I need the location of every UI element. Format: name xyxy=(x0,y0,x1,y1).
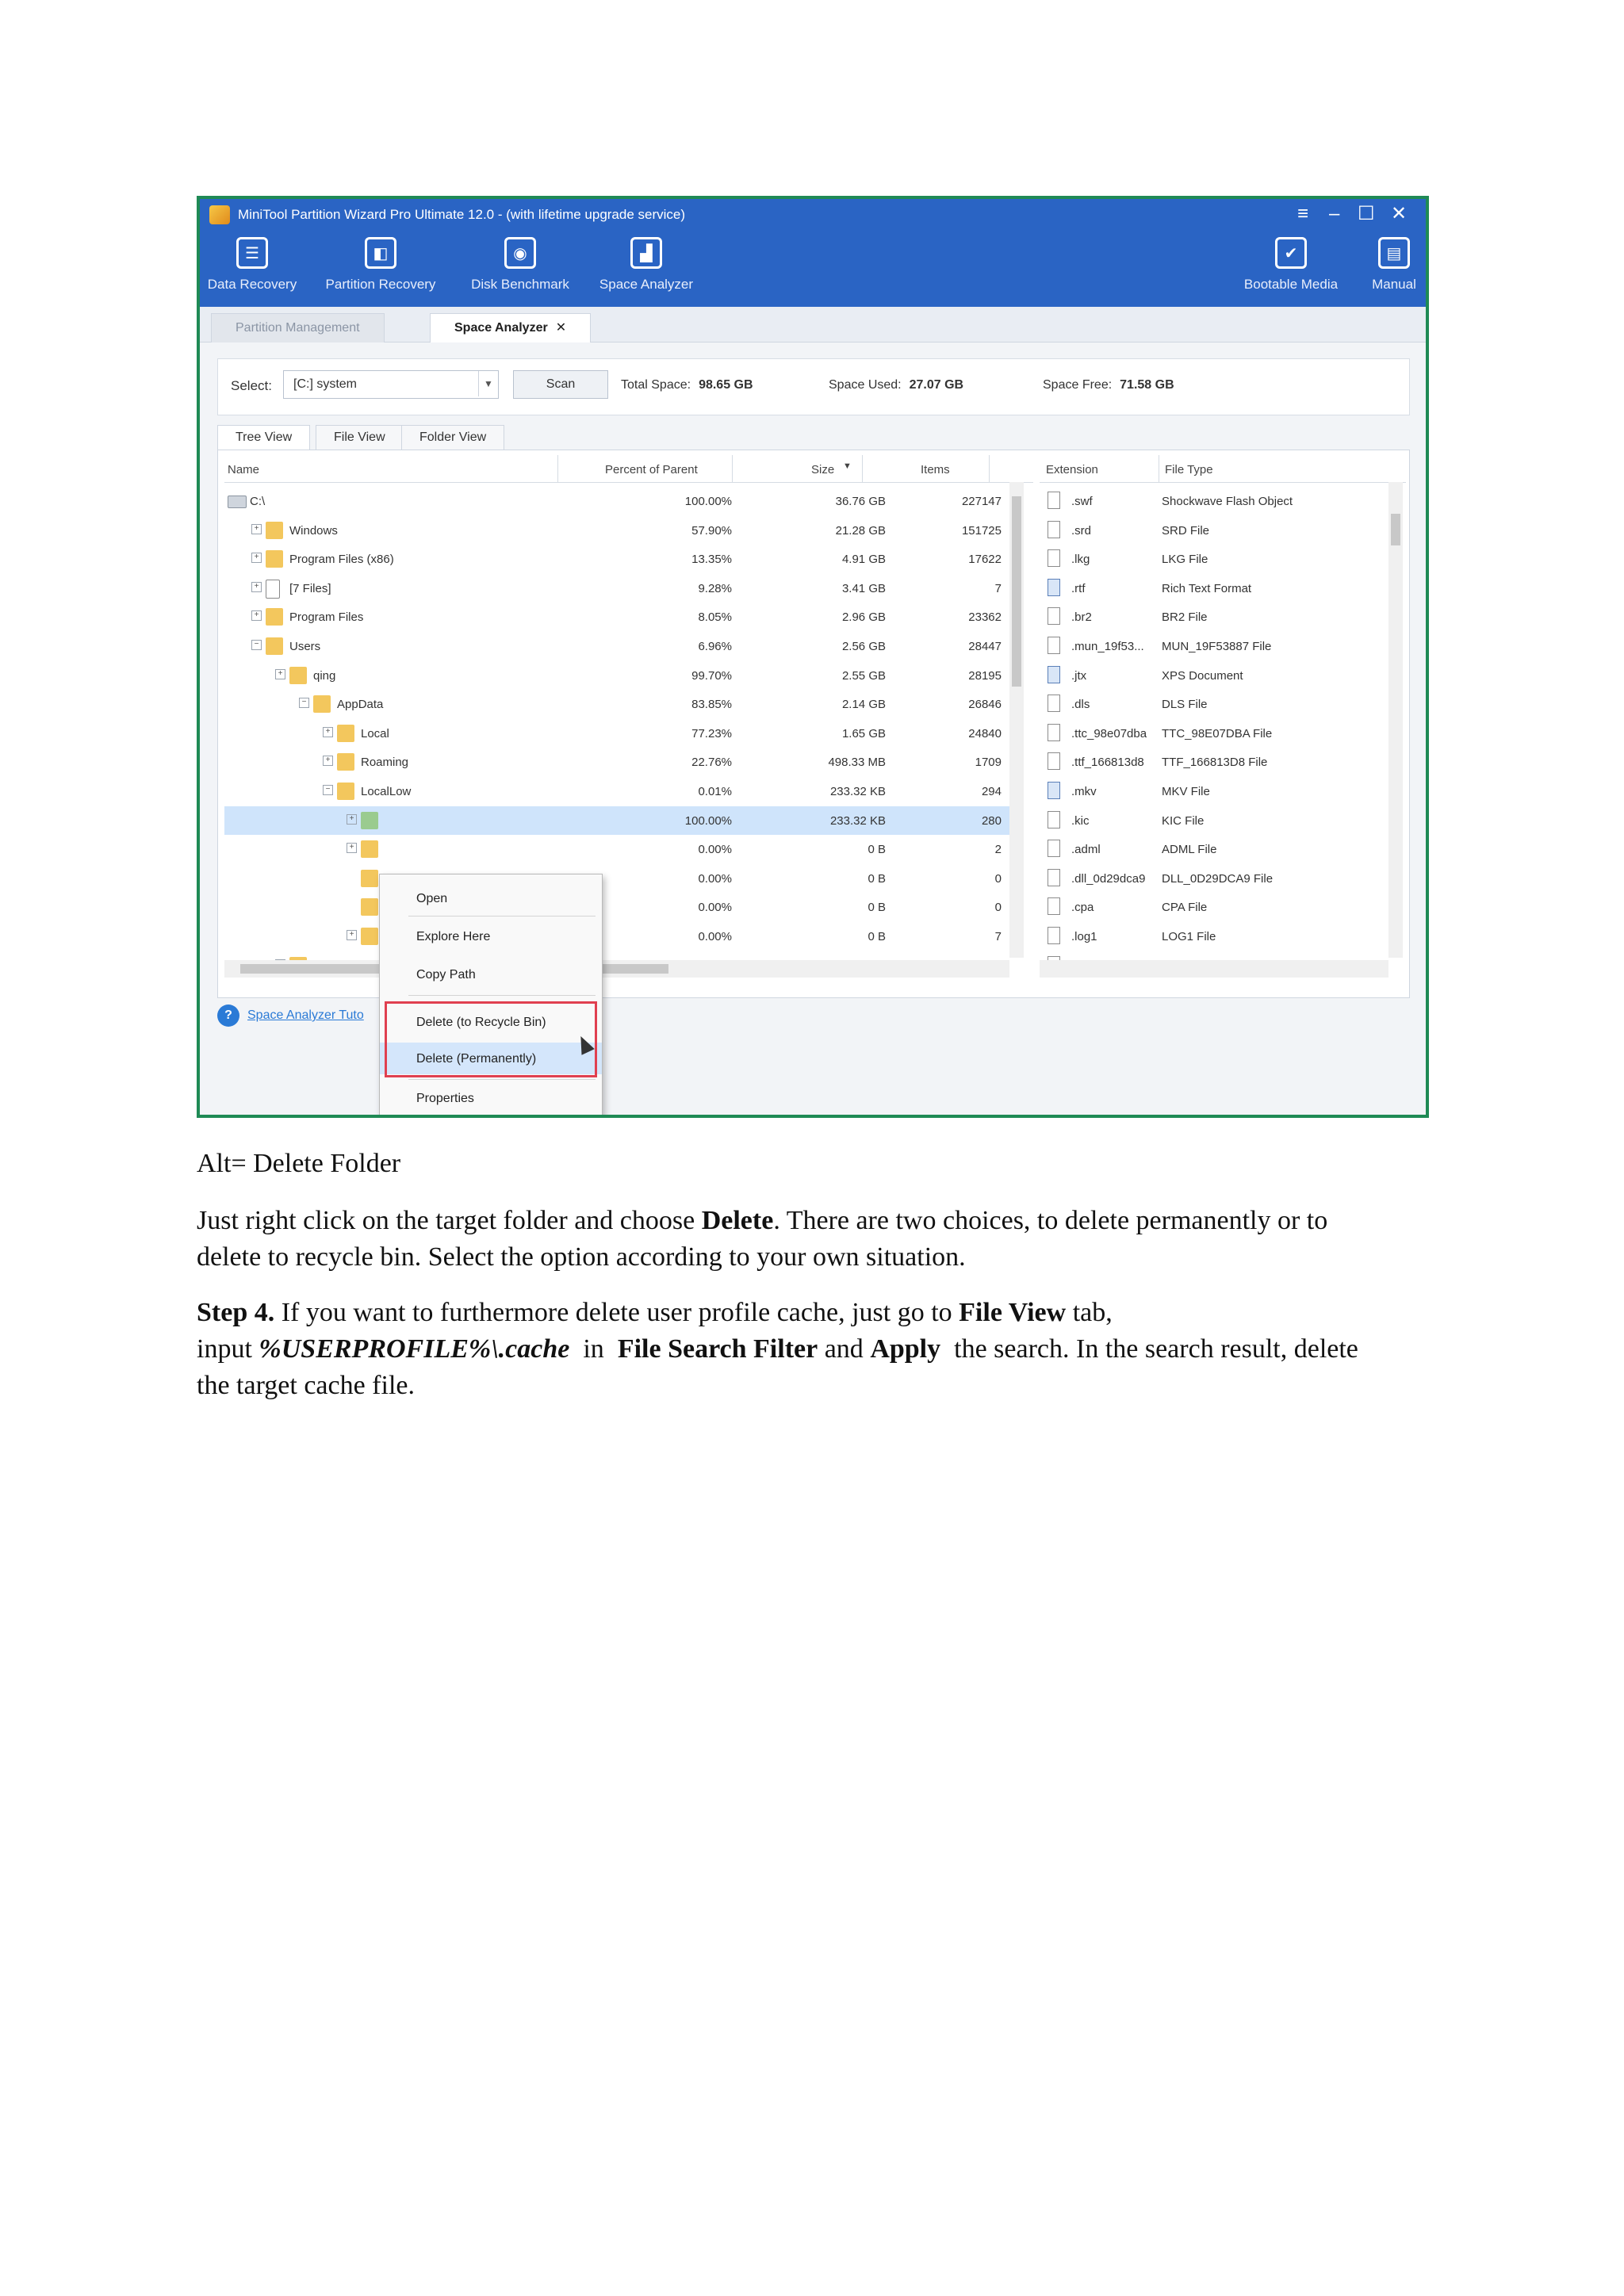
table-row[interactable] xyxy=(224,603,1024,631)
main-tab-strip xyxy=(200,307,1426,342)
row-items: 294 xyxy=(981,785,1002,798)
expand-toggle-icon[interactable]: − xyxy=(323,785,333,795)
row-pct: 57.90% xyxy=(691,523,732,538)
folder-icon xyxy=(337,783,354,800)
row-pct: 8.05% xyxy=(698,610,732,625)
scan-button[interactable]: Scan xyxy=(513,370,608,399)
row-size: 0 B xyxy=(868,930,886,943)
row-size: 233.32 KB xyxy=(829,785,886,798)
manual-label: Manual xyxy=(1372,277,1416,292)
menu-delete-permanently[interactable]: Delete (Permanently) xyxy=(380,1043,602,1074)
context-menu xyxy=(379,874,603,1118)
col-items[interactable]: Items xyxy=(921,463,950,476)
tab-file-view[interactable]: File View xyxy=(316,425,404,450)
file-icon xyxy=(1048,724,1060,741)
file-icon xyxy=(1048,927,1060,944)
partition-recovery-button[interactable] xyxy=(319,237,442,293)
disk-benchmark-icon: ◉ xyxy=(504,237,536,269)
expand-toggle-icon[interactable]: − xyxy=(251,640,262,650)
row-items: 7 xyxy=(994,930,1002,943)
app-screenshot xyxy=(197,196,1429,1118)
data-recovery-button[interactable] xyxy=(203,237,301,293)
row-name: qing xyxy=(313,668,336,683)
file-icon xyxy=(1048,811,1060,828)
tree-header xyxy=(224,455,1033,483)
row-size: 1.65 GB xyxy=(841,726,886,740)
extension-name: .dll_0d29dca9 xyxy=(1071,871,1146,886)
menu-copy-path[interactable]: Copy Path xyxy=(416,968,476,982)
file-type: Rich Text Format xyxy=(1162,581,1252,595)
table-row[interactable] xyxy=(224,748,1024,776)
table-row[interactable] xyxy=(224,690,1024,718)
extension-name: .kic xyxy=(1071,813,1090,828)
bootable-media-icon: ✔ xyxy=(1275,237,1307,269)
row-pct: 83.85% xyxy=(691,698,732,712)
extension-name: .cpa xyxy=(1071,901,1094,915)
table-row[interactable] xyxy=(224,922,1024,951)
row-items: 280 xyxy=(981,813,1002,828)
tree-horizontal-scrollbar[interactable] xyxy=(224,960,1009,978)
sort-desc-icon: ▼ xyxy=(843,461,852,471)
folder-icon xyxy=(266,522,283,539)
tab-space-analyzer[interactable] xyxy=(430,313,591,343)
ext-vertical-scrollbar[interactable] xyxy=(1388,482,1403,958)
file-type: SRD File xyxy=(1162,523,1210,538)
disk-benchmark-label: Disk Benchmark xyxy=(471,277,569,292)
file-icon xyxy=(1048,666,1060,683)
row-items: 151725 xyxy=(961,523,1002,538)
list-item[interactable] xyxy=(1040,632,1388,660)
step-label: Step 4. xyxy=(197,1298,275,1327)
close-button[interactable]: ✕ xyxy=(1391,203,1408,224)
extension-name: .mkv xyxy=(1071,785,1097,798)
row-size: 0 B xyxy=(868,871,886,886)
select-label: Select: xyxy=(231,378,272,393)
extension-name: .swf xyxy=(1071,495,1093,508)
file-icon xyxy=(1048,607,1060,625)
drive-select[interactable] xyxy=(283,370,499,399)
row-name: Program Files xyxy=(289,610,364,625)
extension-name: .ttc_98e07dba xyxy=(1071,726,1147,740)
list-item[interactable] xyxy=(1040,748,1388,776)
data-recovery-icon: ☰ xyxy=(236,237,268,269)
file-type: DLS File xyxy=(1162,698,1208,712)
partition-recovery-label: Partition Recovery xyxy=(325,277,436,292)
file-icon xyxy=(1048,695,1060,712)
row-name: [7 Files] xyxy=(289,581,331,595)
file-icon xyxy=(1048,492,1060,509)
list-item[interactable] xyxy=(1040,806,1388,835)
expand-toggle-icon[interactable]: + xyxy=(251,553,262,563)
app-logo-icon xyxy=(209,205,230,224)
row-items: 227147 xyxy=(961,495,1002,508)
folder-icon xyxy=(361,870,378,887)
folder-icon xyxy=(266,550,283,568)
file-icon xyxy=(1048,869,1060,886)
extension-name: .ttf_166813d8 xyxy=(1071,756,1144,770)
tree-vertical-scrollbar[interactable] xyxy=(1009,482,1024,958)
space-free: Space Free: 71.58 GB xyxy=(1043,378,1174,392)
col-percent[interactable]: Percent of Parent xyxy=(605,463,698,476)
row-pct: 100.00% xyxy=(684,813,732,828)
row-pct: 0.00% xyxy=(698,930,732,943)
file-type: TTC_98E07DBA File xyxy=(1162,726,1273,740)
menu-properties[interactable]: Properties xyxy=(416,1092,474,1105)
row-name: Program Files (x86) xyxy=(289,553,394,567)
file-type: LOG1 File xyxy=(1162,930,1216,943)
file-type: MUN_19F53887 File xyxy=(1162,640,1272,653)
list-item[interactable] xyxy=(1040,893,1388,921)
file-icon xyxy=(1048,549,1060,567)
row-size: 0 B xyxy=(868,843,886,857)
list-item[interactable] xyxy=(1040,864,1388,893)
row-pct: 9.28% xyxy=(698,581,732,595)
alt-text: Alt= Delete Folder xyxy=(197,1149,401,1178)
list-item[interactable] xyxy=(1040,835,1388,863)
col-file-type[interactable]: File Type xyxy=(1165,463,1213,476)
file-type: TTF_166813D8 File xyxy=(1162,756,1268,770)
manual-button[interactable] xyxy=(1362,237,1426,293)
row-pct: 0.01% xyxy=(698,785,732,798)
tab-folder-view[interactable]: Folder View xyxy=(401,425,504,450)
row-items: 26846 xyxy=(968,698,1002,712)
tab-tree-view[interactable]: Tree View xyxy=(217,425,310,450)
space-analyzer-button[interactable] xyxy=(595,237,698,293)
table-row[interactable] xyxy=(224,893,1024,921)
row-pct: 77.23% xyxy=(691,726,732,740)
help-line xyxy=(217,1004,364,1027)
tab-close-icon[interactable]: ✕ xyxy=(555,321,567,335)
extension-name: .rtf xyxy=(1071,581,1086,595)
extension-name: .br2 xyxy=(1071,610,1092,625)
row-items: 23362 xyxy=(968,610,1002,625)
row-items: 2 xyxy=(994,843,1002,857)
row-items: 1709 xyxy=(975,756,1002,770)
row-pct: 99.70% xyxy=(691,668,732,683)
row-name: LocalLow xyxy=(361,785,412,798)
list-item[interactable] xyxy=(1040,516,1388,545)
row-items: 28447 xyxy=(968,640,1002,653)
row-size: 21.28 GB xyxy=(835,523,886,538)
expand-toggle-icon[interactable]: + xyxy=(347,814,357,825)
row-items: 24840 xyxy=(968,726,1002,740)
row-items: 0 xyxy=(994,871,1002,886)
window-title: MiniTool Partition Wizard Pro Ultimate 12.0 - (with lifetime upgrade service) xyxy=(238,207,686,222)
list-item[interactable] xyxy=(1040,545,1388,573)
expand-toggle-icon[interactable]: + xyxy=(323,727,333,737)
folder-icon xyxy=(361,898,378,916)
folder-icon xyxy=(337,725,354,742)
userprofile-path: %USERPROFILE%\.cache xyxy=(259,1334,570,1364)
file-icon xyxy=(1048,579,1060,596)
ext-scroll-thumb[interactable] xyxy=(1391,514,1400,545)
list-item[interactable] xyxy=(1040,661,1388,690)
table-row[interactable] xyxy=(224,719,1024,748)
row-name: Users xyxy=(289,640,321,653)
list-item[interactable] xyxy=(1040,603,1388,631)
expand-toggle-icon[interactable]: + xyxy=(323,756,333,766)
folder-icon xyxy=(361,928,378,945)
folder-icon xyxy=(266,608,283,626)
row-items: 17622 xyxy=(968,553,1002,567)
space-analyzer-icon: ▟ xyxy=(630,237,662,269)
file-icon xyxy=(1048,840,1060,857)
bootable-media-label: Bootable Media xyxy=(1243,277,1339,292)
row-size: 2.14 GB xyxy=(841,698,886,712)
row-pct: 6.96% xyxy=(698,640,732,653)
expand-toggle-icon[interactable]: + xyxy=(275,669,285,679)
table-row[interactable] xyxy=(224,487,1024,515)
help-icon: ? xyxy=(217,1004,239,1027)
bootable-media-button[interactable] xyxy=(1235,237,1346,293)
file-type: XPS Document xyxy=(1162,668,1243,683)
file-type: ADML File xyxy=(1162,843,1217,857)
row-items: 28195 xyxy=(968,668,1002,683)
file-icon xyxy=(1048,521,1060,538)
row-pct: 0.00% xyxy=(698,871,732,886)
expand-toggle-icon[interactable]: + xyxy=(251,524,262,534)
row-size: 3.41 GB xyxy=(841,581,886,595)
expand-toggle-icon[interactable]: + xyxy=(251,610,262,621)
row-size: 2.55 GB xyxy=(841,668,886,683)
row-pct: 13.35% xyxy=(691,553,732,567)
folder-icon xyxy=(361,812,378,829)
chevron-down-icon: ▼ xyxy=(478,371,498,396)
row-size: 233.32 KB xyxy=(829,813,886,828)
manual-icon: ▤ xyxy=(1378,237,1410,269)
extension-name: .log1 xyxy=(1071,930,1097,943)
file-icon xyxy=(1048,782,1060,799)
step-4-paragraph: Step 4. If you want to furthermore delete user profile cache, just go to File View tab, input %USERPROFILE%\.cache in File Search Filter and Apply the search. In the search result, delete the target cache file. xyxy=(197,1298,1358,1400)
tab-partition-management[interactable]: Partition Management xyxy=(211,313,385,342)
maximize-button[interactable]: ☐ xyxy=(1358,203,1375,224)
table-row[interactable] xyxy=(224,632,1024,660)
extension-name: .lkg xyxy=(1071,553,1090,567)
list-item[interactable] xyxy=(1040,487,1388,515)
row-size: 2.96 GB xyxy=(841,610,886,625)
file-type: BR2 File xyxy=(1162,610,1208,625)
space-analyzer-label: Space Analyzer xyxy=(599,277,694,292)
folder-icon xyxy=(289,667,307,684)
ext-horizontal-scrollbar[interactable] xyxy=(1040,960,1388,978)
file-type: Shockwave Flash Object xyxy=(1162,495,1293,508)
row-size: 2.56 GB xyxy=(841,640,886,653)
table-row[interactable] xyxy=(224,864,1024,893)
highlight-box xyxy=(385,1001,597,1077)
expand-toggle-icon[interactable]: + xyxy=(347,843,357,853)
extension-name: .jtx xyxy=(1071,668,1087,683)
folder-icon xyxy=(266,637,283,655)
folder-icon xyxy=(337,753,354,771)
list-item[interactable] xyxy=(1040,719,1388,748)
list-item[interactable] xyxy=(1040,777,1388,806)
file-type: MKV File xyxy=(1162,785,1210,798)
menu-icon[interactable]: ≡ xyxy=(1297,203,1309,224)
row-size: 498.33 MB xyxy=(828,756,886,770)
file-icon xyxy=(1048,637,1060,654)
table-row[interactable] xyxy=(224,835,1024,863)
row-pct: 100.00% xyxy=(684,495,732,508)
row-name: AppData xyxy=(337,698,384,712)
row-pct: 22.76% xyxy=(691,756,732,770)
list-item[interactable] xyxy=(1040,690,1388,718)
menu-delete-recycle-bin[interactable]: Delete (to Recycle Bin) xyxy=(416,1016,546,1029)
list-item[interactable] xyxy=(1040,574,1388,603)
total-space: Total Space: 98.65 GB xyxy=(621,378,753,392)
toolbar xyxy=(200,231,1426,307)
expand-toggle-icon[interactable]: − xyxy=(299,698,309,708)
paragraph-1: Just right click on the target folder and choose Delete. There are two choices, to delete permanently or to delete to recycle bin. Select the option according to your own situation. xyxy=(197,1206,1328,1272)
table-row[interactable] xyxy=(224,516,1024,545)
partition-recovery-icon: ◧ xyxy=(365,237,396,269)
expand-toggle-icon[interactable]: + xyxy=(347,930,357,940)
file-type: DLL_0D29DCA9 File xyxy=(1162,871,1274,886)
select-panel xyxy=(217,358,1410,415)
table-row[interactable] xyxy=(224,574,1024,603)
extension-name: .mun_19f53... xyxy=(1071,640,1144,653)
row-name: Local xyxy=(361,726,389,740)
row-name: Roaming xyxy=(361,756,409,770)
row-size: 0 B xyxy=(868,901,886,915)
folder-tree xyxy=(224,455,1033,982)
table-row[interactable] xyxy=(224,806,1024,835)
table-row[interactable] xyxy=(224,545,1024,573)
file-type: LKG File xyxy=(1162,553,1208,567)
file-icon xyxy=(1048,897,1060,915)
file-type: CPA File xyxy=(1162,901,1208,915)
extension-name: .srd xyxy=(1071,523,1092,538)
row-items: 7 xyxy=(994,581,1002,595)
row-name: Windows xyxy=(289,523,338,538)
row-pct: 0.00% xyxy=(698,843,732,857)
file-type: KIC File xyxy=(1162,813,1205,828)
row-size: 36.76 GB xyxy=(835,495,886,508)
tree-scroll-thumb[interactable] xyxy=(1012,496,1021,687)
disk-benchmark-button[interactable] xyxy=(465,237,576,293)
tab-space-analyzer-label: Space Analyzer xyxy=(454,321,548,335)
folder-icon xyxy=(361,840,378,858)
col-name[interactable]: Name xyxy=(228,463,260,476)
menu-open[interactable]: Open xyxy=(416,892,448,905)
expand-toggle-icon[interactable]: + xyxy=(251,582,262,592)
extension-name: .adml xyxy=(1071,843,1101,857)
extension-list xyxy=(1040,455,1406,982)
row-name: C:\ xyxy=(250,495,266,508)
data-recovery-label: Data Recovery xyxy=(207,277,297,292)
space-used: Space Used: 27.07 GB xyxy=(829,378,964,392)
space-analyzer-tutorial-link[interactable]: Space Analyzer Tuto xyxy=(247,1008,364,1022)
table-row[interactable] xyxy=(224,777,1024,806)
table-row[interactable] xyxy=(224,661,1024,690)
col-size[interactable]: Size xyxy=(811,463,835,476)
extension-name: .dls xyxy=(1071,698,1090,712)
list-item[interactable] xyxy=(1040,922,1388,951)
menu-explore-here[interactable]: Explore Here xyxy=(416,930,491,943)
ext-header xyxy=(1040,455,1406,483)
drive-icon xyxy=(228,496,247,508)
row-items: 0 xyxy=(994,901,1002,915)
col-extension[interactable]: Extension xyxy=(1046,463,1098,476)
row-pct: 0.00% xyxy=(698,901,732,915)
file-icon xyxy=(1048,752,1060,770)
row-size: 4.91 GB xyxy=(841,553,886,567)
file-icon xyxy=(266,580,280,599)
minimize-button[interactable]: – xyxy=(1329,203,1340,224)
title-bar xyxy=(200,199,1426,231)
drive-select-value: [C:] system xyxy=(293,377,358,391)
folder-icon xyxy=(313,695,331,713)
